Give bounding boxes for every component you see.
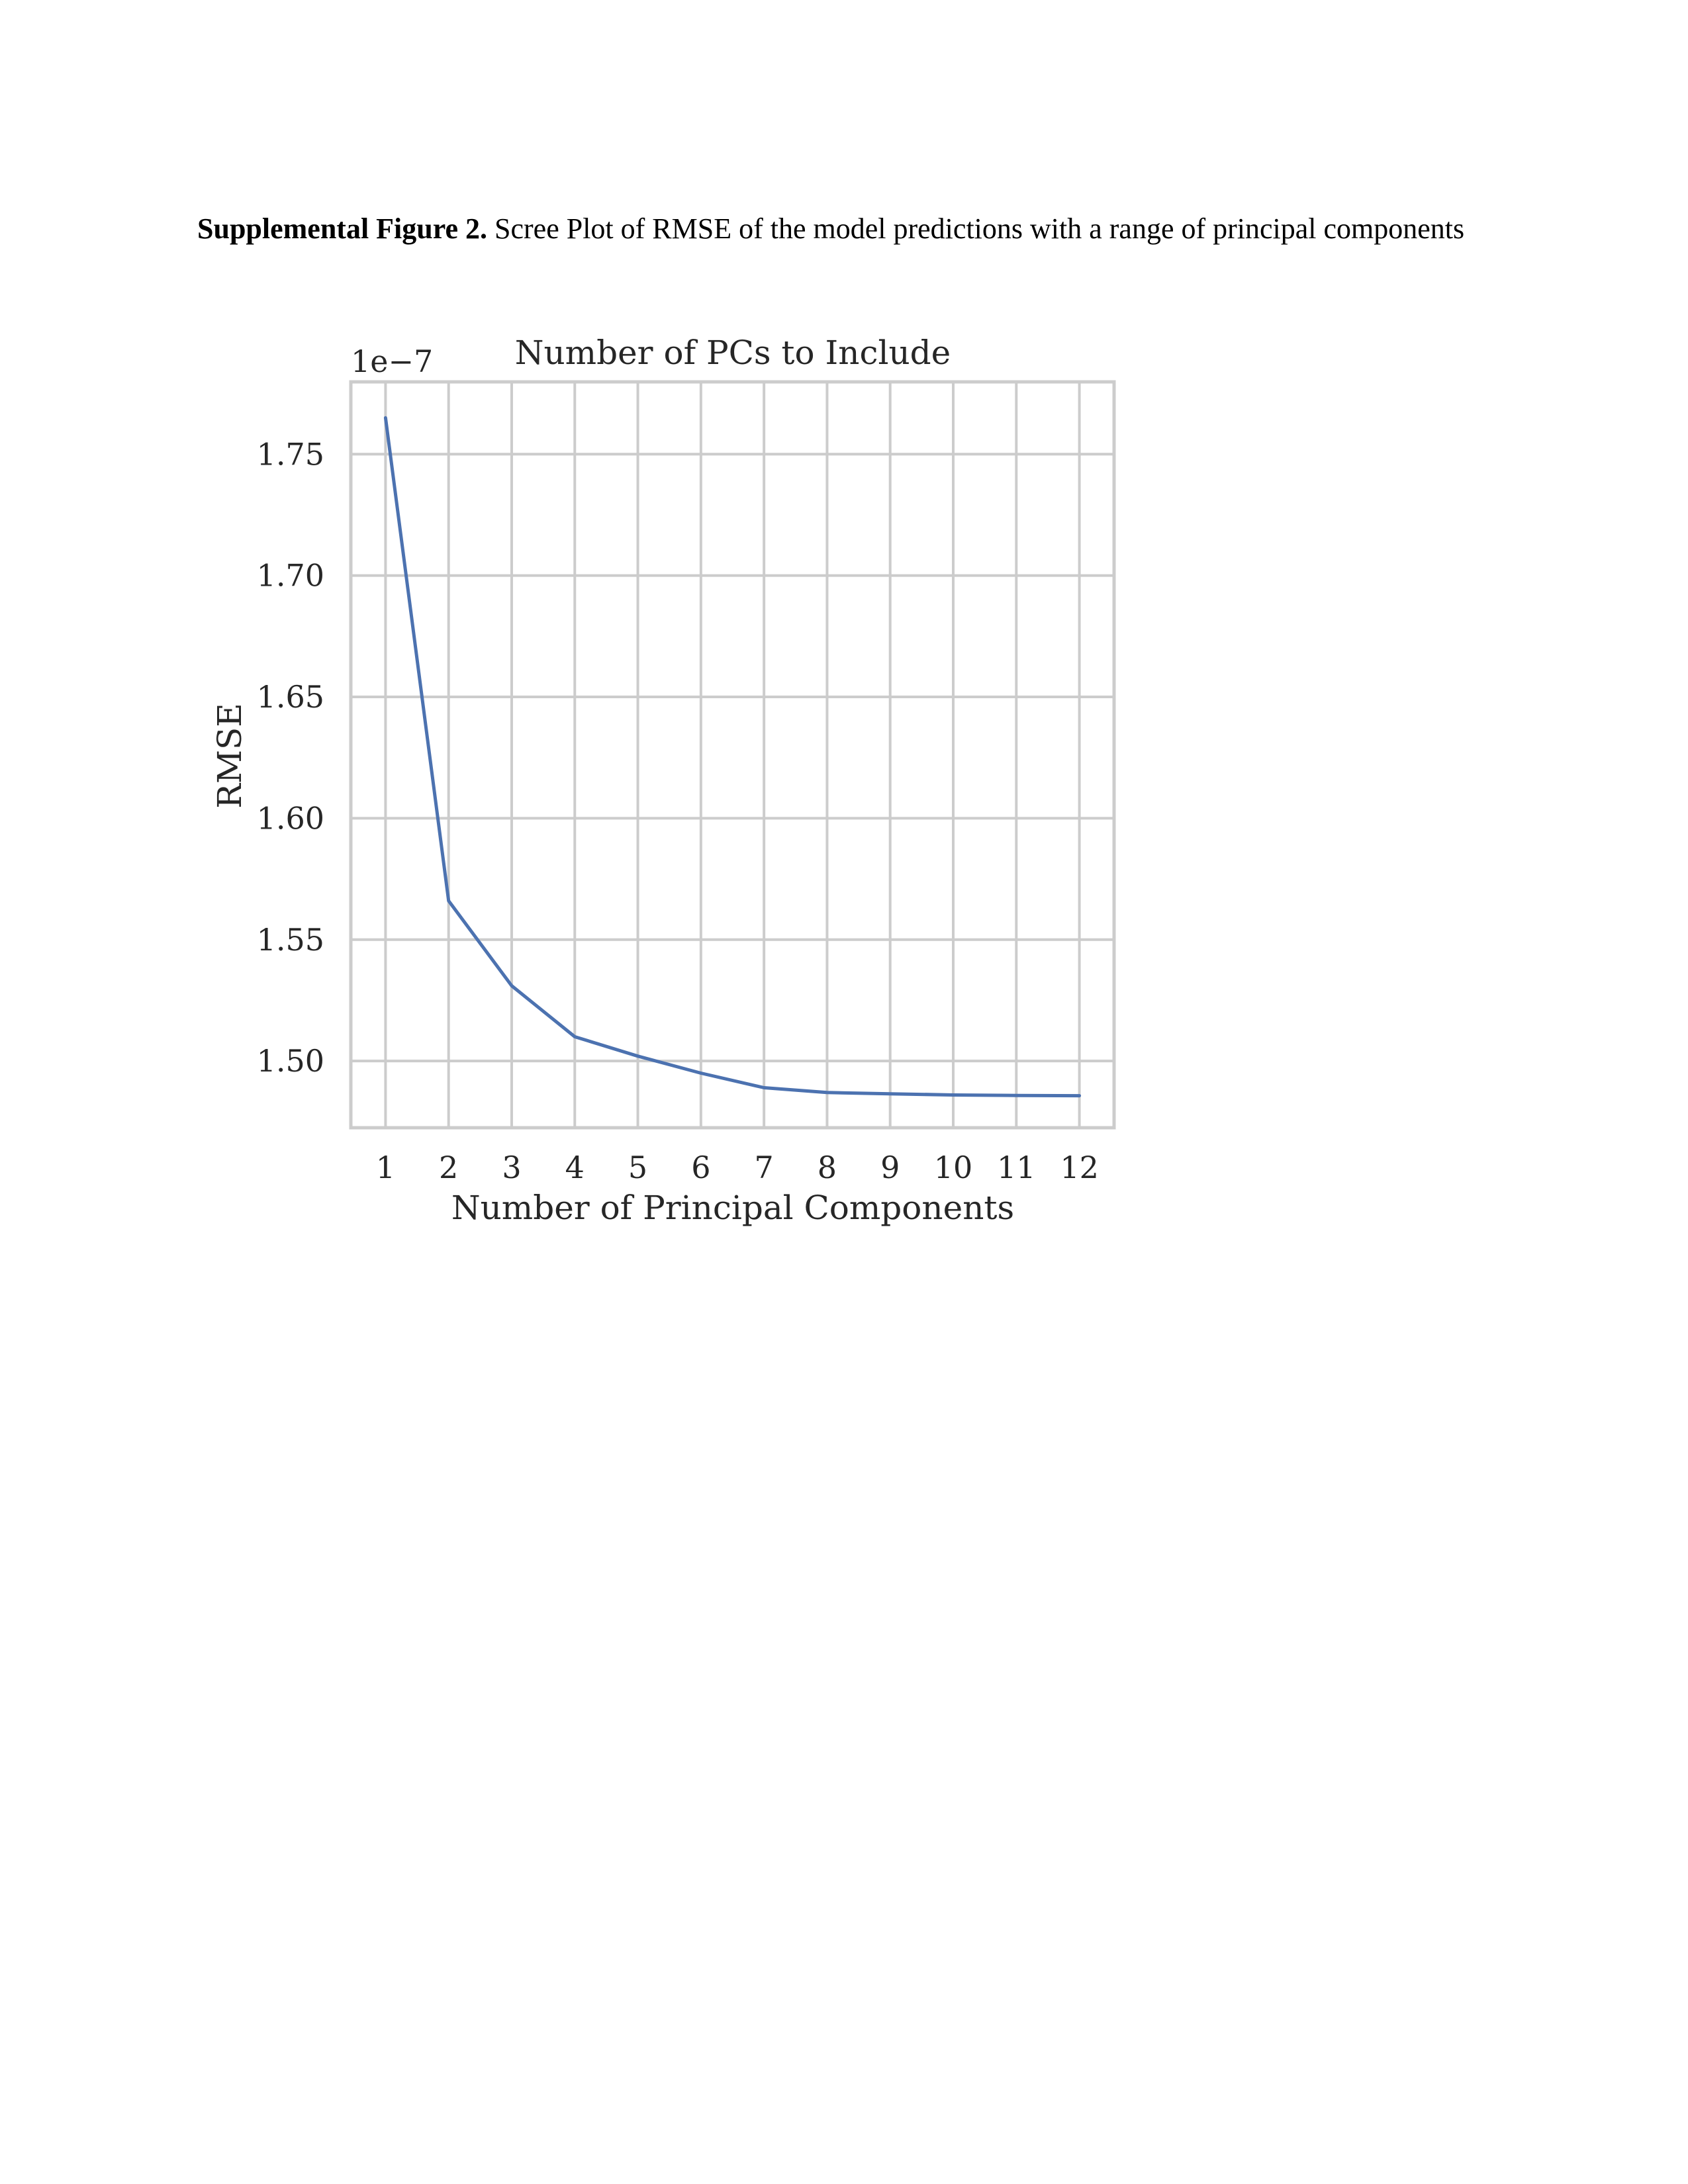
y-tick-label: 1.70 [256,557,324,594]
chart-title: Number of PCs to Include [514,334,951,372]
x-tick-label: 2 [439,1150,459,1185]
x-tick-label: 4 [565,1150,585,1185]
y-tick-label: 1.55 [256,921,324,958]
rmse-series-line [385,418,1079,1095]
y-tick-labels [257,436,324,1079]
x-tick-label: 8 [817,1150,837,1185]
y-tick-label: 1.50 [256,1043,324,1079]
x-tick-label: 3 [502,1150,522,1185]
caption-text: Scree Plot of RMSE of the model predictions with a range of principal components [487,212,1465,245]
caption-label: Supplemental Figure 2. [197,212,488,245]
x-tick-label: 5 [628,1150,648,1185]
x-tick-label: 1 [375,1150,396,1185]
x-tick-labels [376,1150,1099,1185]
y-tick-label: 1.75 [256,436,324,473]
x-tick-label: 9 [880,1150,900,1185]
y-axis-offset-label: 1e−7 [351,343,434,379]
x-tick-label: 7 [754,1150,774,1185]
x-tick-label: 6 [691,1150,711,1185]
y-axis-label: RMSE [211,703,249,809]
x-axis-label: Number of Principal Components [451,1189,1015,1227]
y-tick-label: 1.60 [256,800,324,837]
x-tick-label: 10 [933,1150,973,1185]
x-tick-label: 12 [1060,1150,1099,1185]
plot-frame [351,382,1114,1128]
x-tick-label: 11 [997,1150,1036,1185]
y-tick-label: 1.65 [256,679,324,715]
grid-lines [351,382,1114,1128]
